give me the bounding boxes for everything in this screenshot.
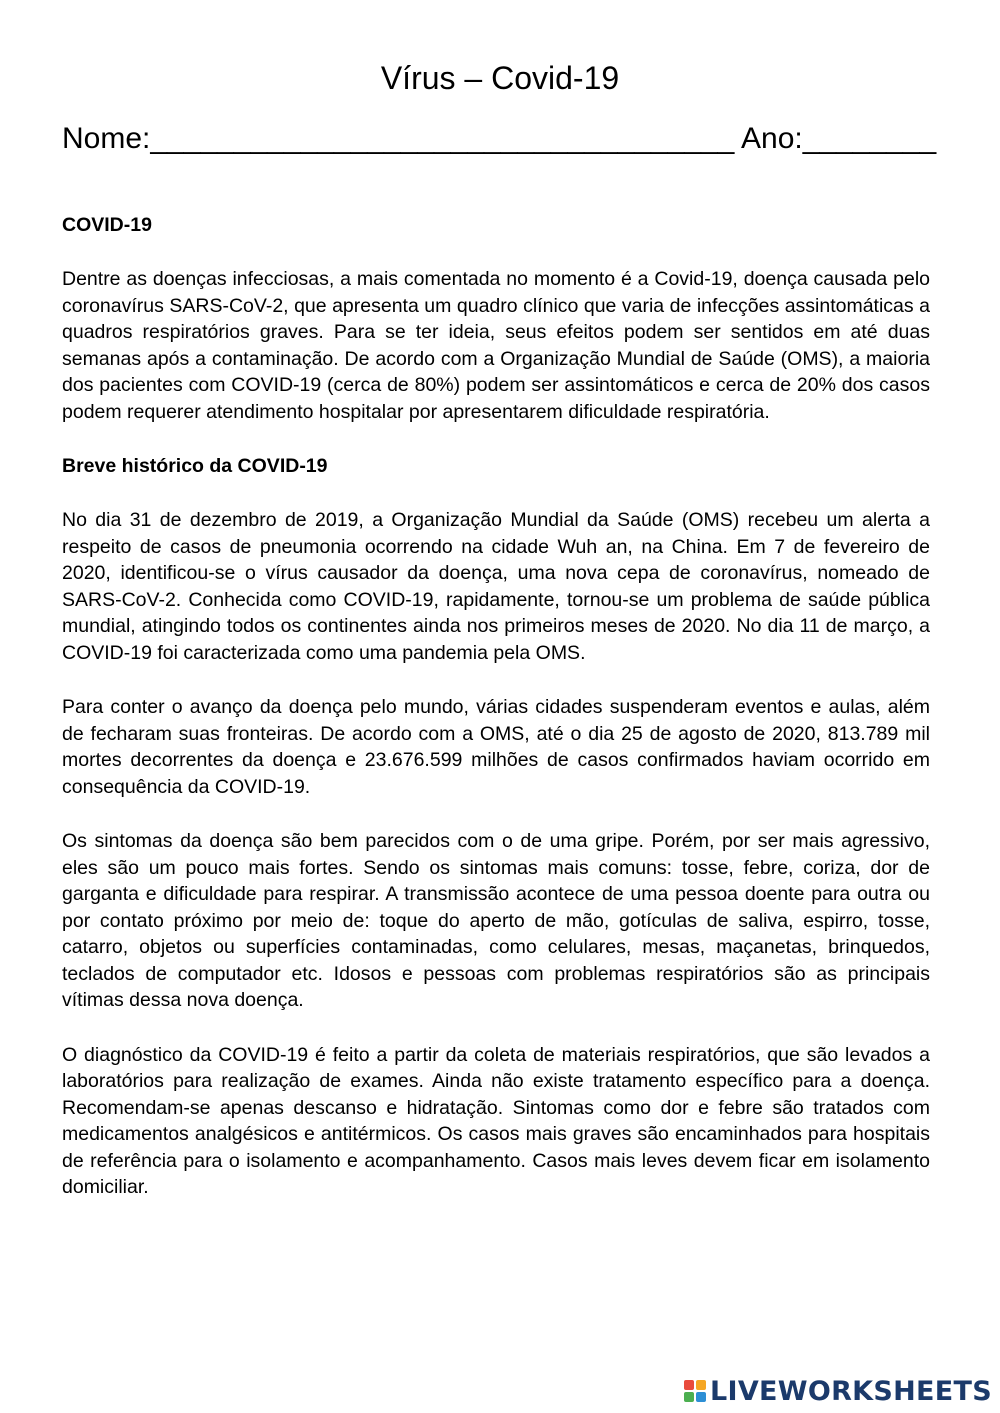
logo-square-2 [696, 1380, 706, 1390]
paragraph: Dentre as doenças infecciosas, a mais comentada no momento é a Covid-19, doença causada pelo coronavírus SARS-CoV-2, que apresenta um quadro clínico que varia de infecções assintomáticas a quadros respiratórios graves. Para se ter ideia, seus efeitos podem ser sentidos em até duas semanas após a contaminação. De acordo com a Organização Mundial de Saúde (OMS), a maioria dos pacientes com COVID-19 (cerca de 80%) podem ser assintomáticos e cerca de 20% dos casos podem requerer atendimento hospitalar por apresentarem dificuldade respiratória. [62, 268, 930, 423]
name-field[interactable]: Nome:___________________________________ Ano:________ [62, 122, 937, 155]
logo-square-4 [696, 1392, 706, 1402]
page-title: Vírus – Covid-19 [380, 60, 620, 96]
paragraph: No dia 31 de dezembro de 2019, a Organização Mundial da Saúde (OMS) recebeu um alerta a respeito de casos de pneumonia ocorrendo na cidade Wuh an, na China. Em 7 de fevereiro de 2020, identificou-se o vírus causador da doença, uma nova cepa de coronavírus, nomeado de SARS-CoV-2. Conhecida como COVID-19, rapidamente, tornou-se um problema de saúde pública mundial, atingindo todos os continentes ainda nos primeiros meses de 2020. No dia 11 de março, a COVID-19 foi caracterizada como uma pandemia pela OMS. [62, 509, 930, 664]
paragraph: Os sintomas da doença são bem parecidos com o de uma gripe. Porém, por ser mais agressivo, eles são um pouco mais fortes. Sendo os sintomas mais comuns: tosse, febre, coriza, dor de garganta e dificuldade para respirar. A transmissão acontece de uma pessoa doente para outra ou por contato próximo por meio de: toque do aperto de mão, gotículas de saliva, espirro, tosse, catarro, objetos ou superfícies contaminadas, como celulares, mesas, maçanetas, brinquedos, teclados de computador etc. Idosos e pessoas com problemas respiratórios são as principais vítimas dessa nova doença. [62, 830, 930, 1011]
section-heading-historico: Breve histórico da COVID-19 [62, 455, 328, 477]
document-body [62, 212, 930, 1201]
paragraph: Para conter o avanço da doença pelo mundo, várias cidades suspenderam eventos e aulas, além de fecharam suas fronteiras. De acordo com a OMS, até o dia 25 de agosto de 2020, 813.789 mil mortes decorrentes da doença e 23.676.599 milhões de casos confirmados haviam ocorrido em consequência da COVID-19. [62, 696, 930, 798]
logo-square-1 [684, 1380, 694, 1390]
liveworksheets-logo-icon [684, 1380, 706, 1402]
logo-square-3 [684, 1392, 694, 1402]
liveworksheets-logo [684, 1375, 992, 1407]
section-heading-covid19: COVID-19 [62, 214, 152, 236]
paragraph: O diagnóstico da COVID-19 é feito a partir da coleta de materiais respiratórios, que são levados a laboratórios para realização de exames. Ainda não existe tratamento específico para a doença. Recomendam-se apenas descanso e hidratação. Sintomas como dor e febre são tratados com medicamentos analgésicos e antitérmicos. Os casos mais graves são encaminhados para hospitais de referência para o isolamento e acompanhamento. Casos mais leves devem ficar em isolamento domiciliar. [62, 1043, 930, 1198]
liveworksheets-logo-text: LIVEWORKSHEETS [709, 1375, 992, 1407]
